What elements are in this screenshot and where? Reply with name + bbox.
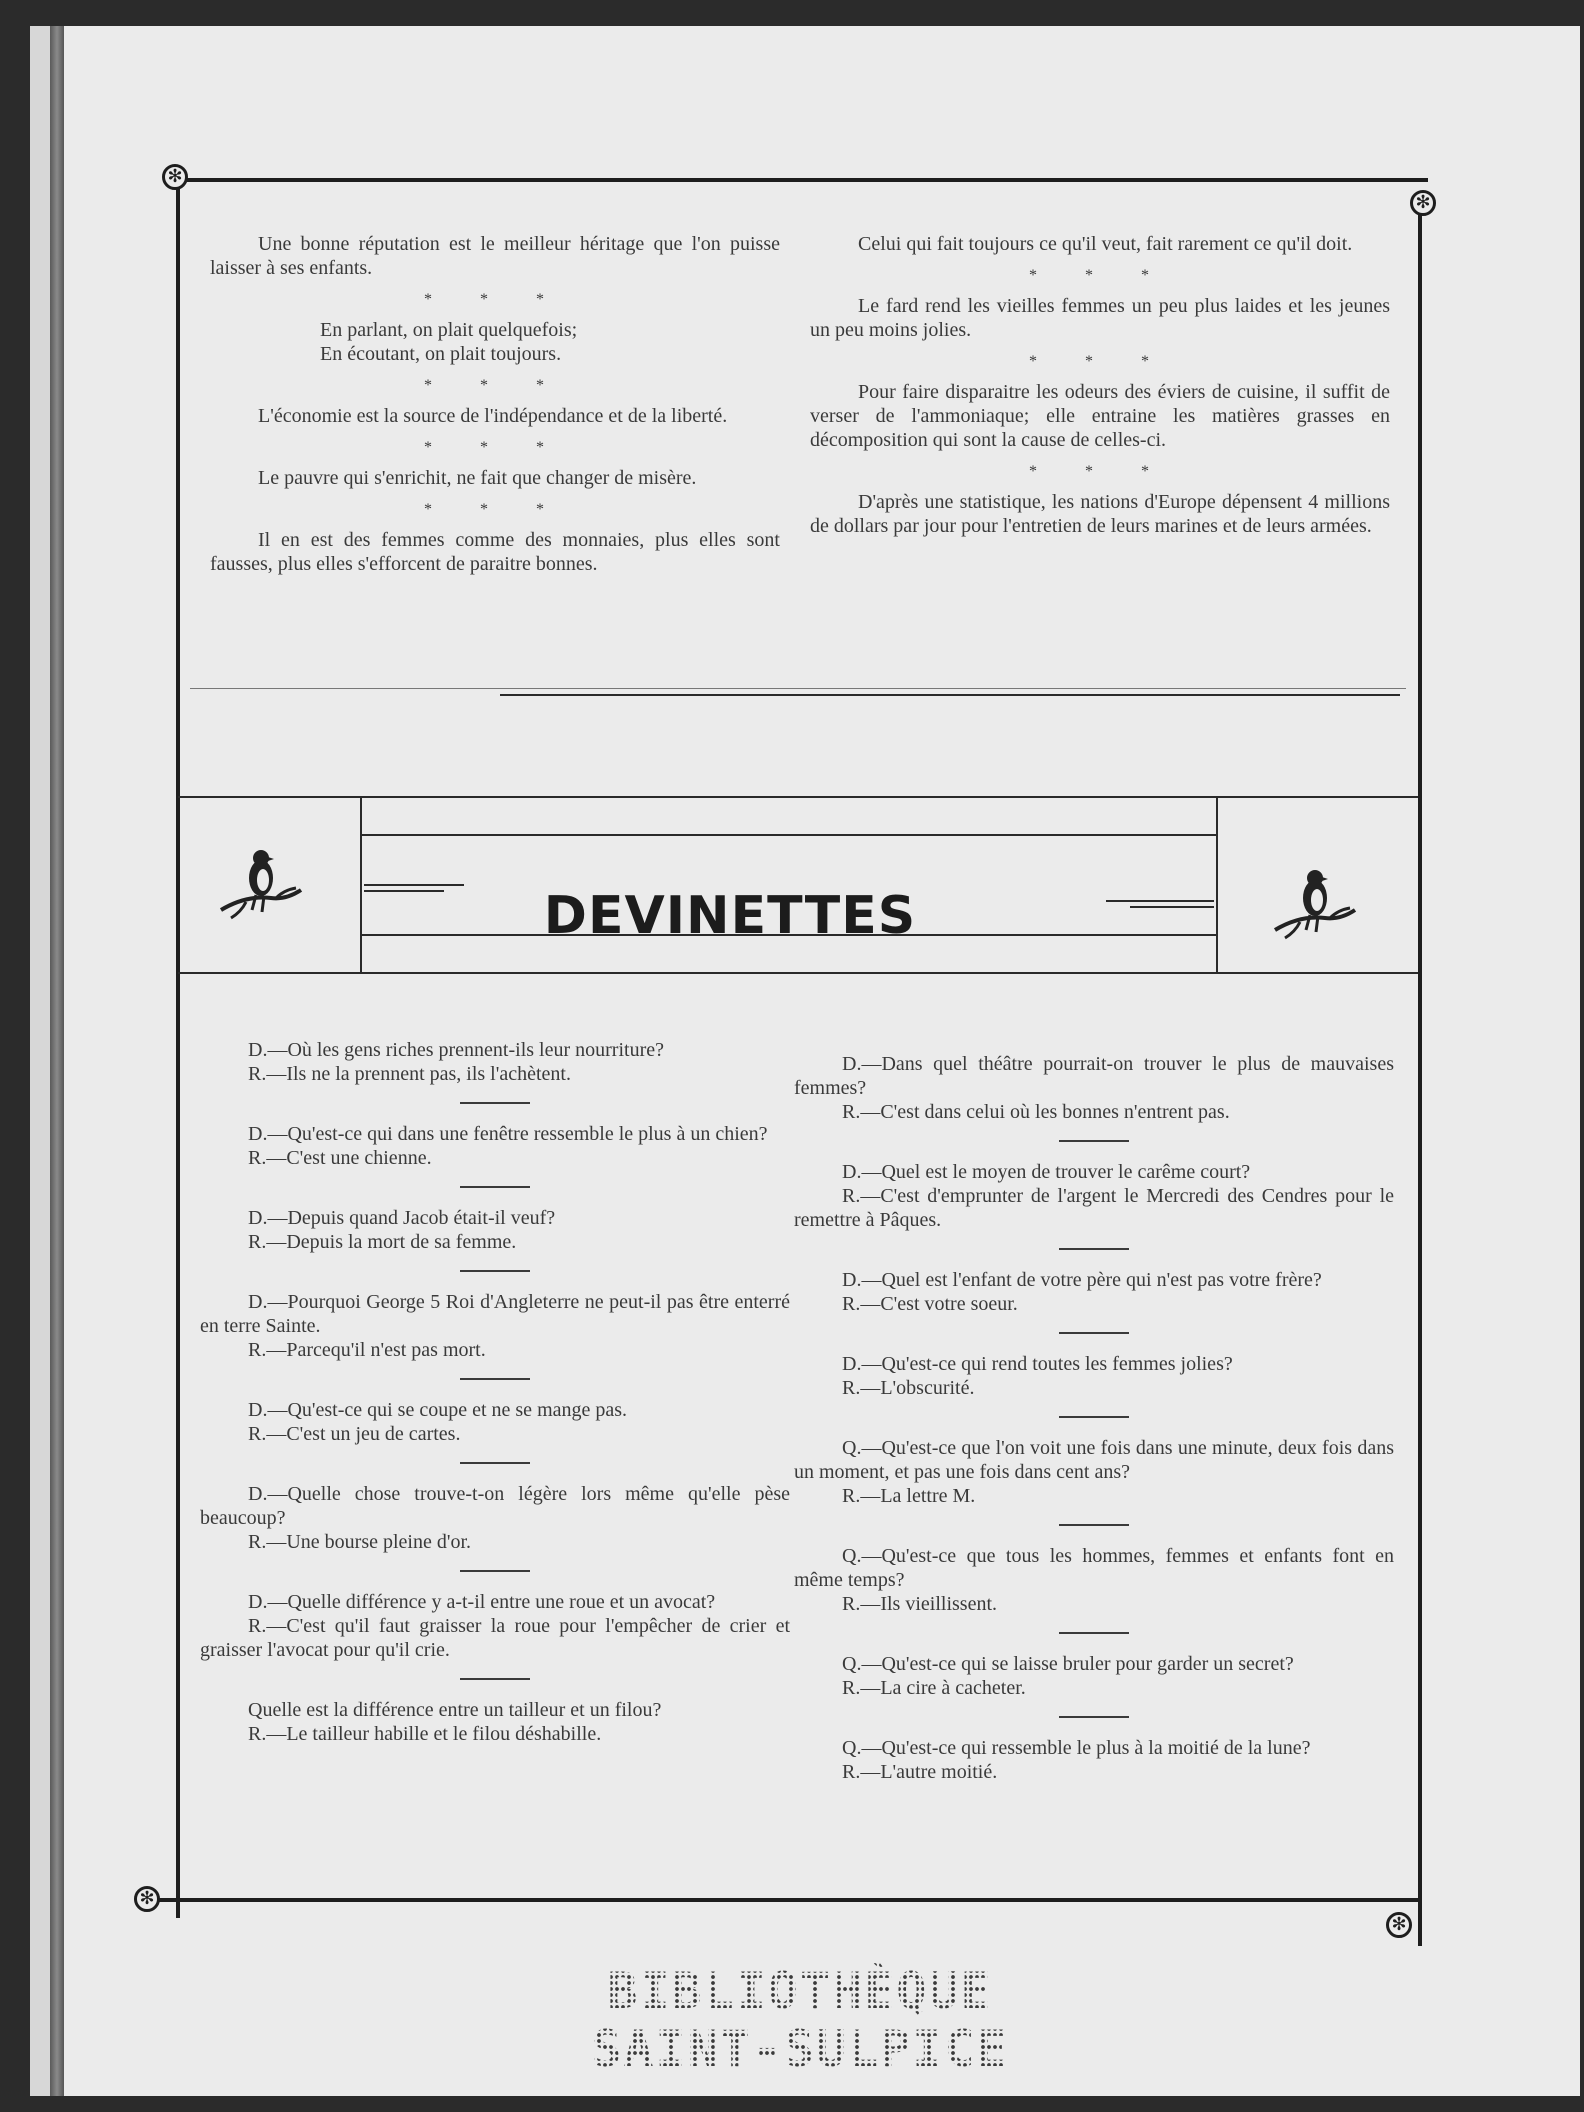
riddle-question: D.—Depuis quand Jacob était-il veuf? (248, 1207, 556, 1229)
verse-line: En parlant, on plait quelquefois; (320, 319, 578, 341)
maxim-paragraph: Pour faire disparaitre les odeurs des éviers de cuisine, il suffit de verser de l'ammoniaque; elle entraine les matières grasses en décomposition qui sont la cause de celles-ci. (810, 381, 1390, 451)
riddle-answer: R.—La lettre M. (842, 1485, 976, 1507)
maxim-paragraph: Le pauvre qui s'enrichit, ne fait que changer de misère. (258, 467, 697, 489)
maxim-paragraph: D'après une statistique, les nations d'Europe dépensent 4 millions de dollars par jour pour l'entretien de leurs marines et de leurs armées. (810, 491, 1390, 537)
maxim-paragraph: Il en est des femmes comme des monnaies, plus elles sont fausses, plus elles s'efforcent de paraitre bonnes. (210, 529, 780, 575)
riddle-question: D.—Quel est le moyen de trouver le carême court? (842, 1161, 1251, 1183)
section-title: DEVINETTES (543, 886, 917, 946)
banner-left-divider (360, 796, 362, 974)
riddle-answer: R.—C'est d'emprunter de l'argent le Mercredi des Cendres pour le remettre à Pâques. (794, 1185, 1394, 1231)
riddle-question: D.—Dans quel théâtre pourrait-on trouver le plus de mauvaises femmes? (794, 1053, 1394, 1099)
riddle-separator (460, 1102, 530, 1104)
library-stamp-line: SAINT-SULPICE (591, 2020, 1009, 2078)
riddle-answer: R.—C'est une chienne. (248, 1147, 432, 1169)
riddle-separator (1059, 1716, 1129, 1718)
riddle-separator (460, 1378, 530, 1380)
riddle-question: D.—Qu'est-ce qui se coupe et ne se mange pas. (248, 1399, 628, 1421)
banner-top-rule (178, 796, 1418, 798)
riddle-separator (460, 1678, 530, 1680)
asterism-separator: * * * (1029, 353, 1171, 370)
riddle-answer: R.—Ils vieillissent. (842, 1593, 997, 1615)
riddle-question: D.—Où les gens riches prennent-ils leur nourriture? (248, 1039, 664, 1061)
verse-line: En écoutant, on plait toujours. (320, 343, 562, 365)
riddle-answer: R.—Le tailleur habille et le filou déshabille. (248, 1723, 602, 1745)
riddle-question: Q.—Qu'est-ce que l'on voit une fois dans une minute, deux fois dans un moment, et pas une fois dans cent ans? (794, 1437, 1394, 1483)
bird-on-branch-icon (216, 840, 306, 930)
maxim-paragraph: Celui qui fait toujours ce qu'il veut, fait rarement ce qu'il doit. (858, 233, 1353, 255)
maxim-verse (210, 318, 780, 366)
riddle-separator (1059, 1524, 1129, 1526)
riddle-answer: R.—L'obscurité. (842, 1377, 975, 1399)
asterism-separator: * * * (1029, 463, 1171, 480)
asterism-separator: * * * (424, 501, 566, 518)
riddle-separator (460, 1462, 530, 1464)
maxims-right-column (810, 232, 1390, 538)
rosette-ornament-icon: ✻ (162, 164, 188, 190)
riddle-answer: R.—C'est un jeu de cartes. (248, 1423, 461, 1445)
riddle-question: D.—Quelle différence y a-t-il entre une roue et un avocat? (248, 1591, 716, 1613)
frame-right (1418, 206, 1422, 1946)
riddle-answer: R.—Ils ne la prennent pas, ils l'achètent. (248, 1063, 571, 1085)
asterism-separator: * * * (1029, 267, 1171, 284)
riddle-separator (460, 1270, 530, 1272)
scanned-page (30, 26, 1580, 2096)
riddle-answer: R.—Depuis la mort de sa femme. (248, 1231, 517, 1253)
frame-top (178, 178, 1428, 182)
section-divider (500, 694, 1400, 696)
riddles-right-column (794, 1052, 1394, 1784)
frame-left (176, 178, 180, 1918)
riddle-answer: R.—C'est votre soeur. (842, 1293, 1018, 1315)
banner-inner-top-rule (362, 834, 1216, 836)
riddle-separator (1059, 1416, 1129, 1418)
asterism-separator: * * * (424, 291, 566, 308)
riddles-left-column (200, 1038, 790, 1746)
book-spine (50, 26, 64, 2096)
riddle-question: D.—Pourquoi George 5 Roi d'Angleterre ne peut-il pas être enterré en terre Sainte. (200, 1291, 790, 1337)
section-divider (190, 688, 1406, 689)
riddle-question: D.—Qu'est-ce qui dans une fenêtre ressemble le plus à un chien? (248, 1123, 768, 1145)
riddle-question: Q.—Qu'est-ce qui se laisse bruler pour garder un secret? (842, 1653, 1294, 1675)
rosette-ornament-icon: ✻ (134, 1886, 160, 1912)
riddle-question: Q.—Qu'est-ce qui ressemble le plus à la moitié de la lune? (842, 1737, 1311, 1759)
maxim-paragraph: L'économie est la source de l'indépendance et de la liberté. (258, 405, 728, 427)
riddle-answer: R.—La cire à cacheter. (842, 1677, 1026, 1699)
riddle-question: Q.—Qu'est-ce que tous les hommes, femmes et enfants font en même temps? (794, 1545, 1394, 1591)
riddle-separator (460, 1570, 530, 1572)
page-gutter (30, 26, 50, 2096)
riddle-answer: R.—L'autre moitié. (842, 1761, 998, 1783)
banner-right-divider (1216, 796, 1218, 974)
riddle-separator (1059, 1140, 1129, 1142)
maxim-paragraph: Le fard rend les vieilles femmes un peu plus laides et les jeunes un peu moins jolies. (810, 295, 1390, 341)
riddle-separator (1059, 1332, 1129, 1334)
asterism-separator: * * * (424, 377, 566, 394)
riddle-answer: R.—Une bourse pleine d'or. (248, 1531, 472, 1553)
riddle-question: D.—Qu'est-ce qui rend toutes les femmes jolies? (842, 1353, 1233, 1375)
riddle-separator (1059, 1632, 1129, 1634)
banner-right-lines (1130, 906, 1214, 908)
riddle-answer: R.—C'est dans celui où les bonnes n'entrent pas. (842, 1101, 1230, 1123)
riddle-question: Quelle est la différence entre un tailleur et un filou? (248, 1699, 662, 1721)
rosette-ornament-icon: ✻ (1386, 1912, 1412, 1938)
banner-bottom-rule (178, 972, 1418, 974)
maxims-left-column (210, 232, 780, 576)
riddle-answer: R.—C'est qu'il faut graisser la roue pour l'empêcher de crier et graisser l'avocat pour qu'il crie. (200, 1615, 790, 1661)
banner-right-lines (1106, 900, 1214, 902)
library-stamp-line: BIBLIOTHÈQUE (590, 1962, 1010, 2020)
asterism-separator: * * * (424, 439, 566, 456)
riddle-question: D.—Quel est l'enfant de votre père qui n'est pas votre frère? (842, 1269, 1322, 1291)
maxim-paragraph: Une bonne réputation est le meilleur héritage que l'on puisse laisser à ses enfants. (210, 233, 780, 279)
riddle-separator (460, 1186, 530, 1188)
riddle-separator (1059, 1248, 1129, 1250)
riddle-answer: R.—Parcequ'il n'est pas mort. (248, 1339, 486, 1361)
frame-bottom (150, 1898, 1422, 1902)
riddle-question: D.—Quelle chose trouve-t-on légère lors même qu'elle pèse beaucoup? (200, 1483, 790, 1529)
bird-on-branch-icon (1270, 860, 1360, 950)
rosette-ornament-icon: ✻ (1410, 190, 1436, 216)
